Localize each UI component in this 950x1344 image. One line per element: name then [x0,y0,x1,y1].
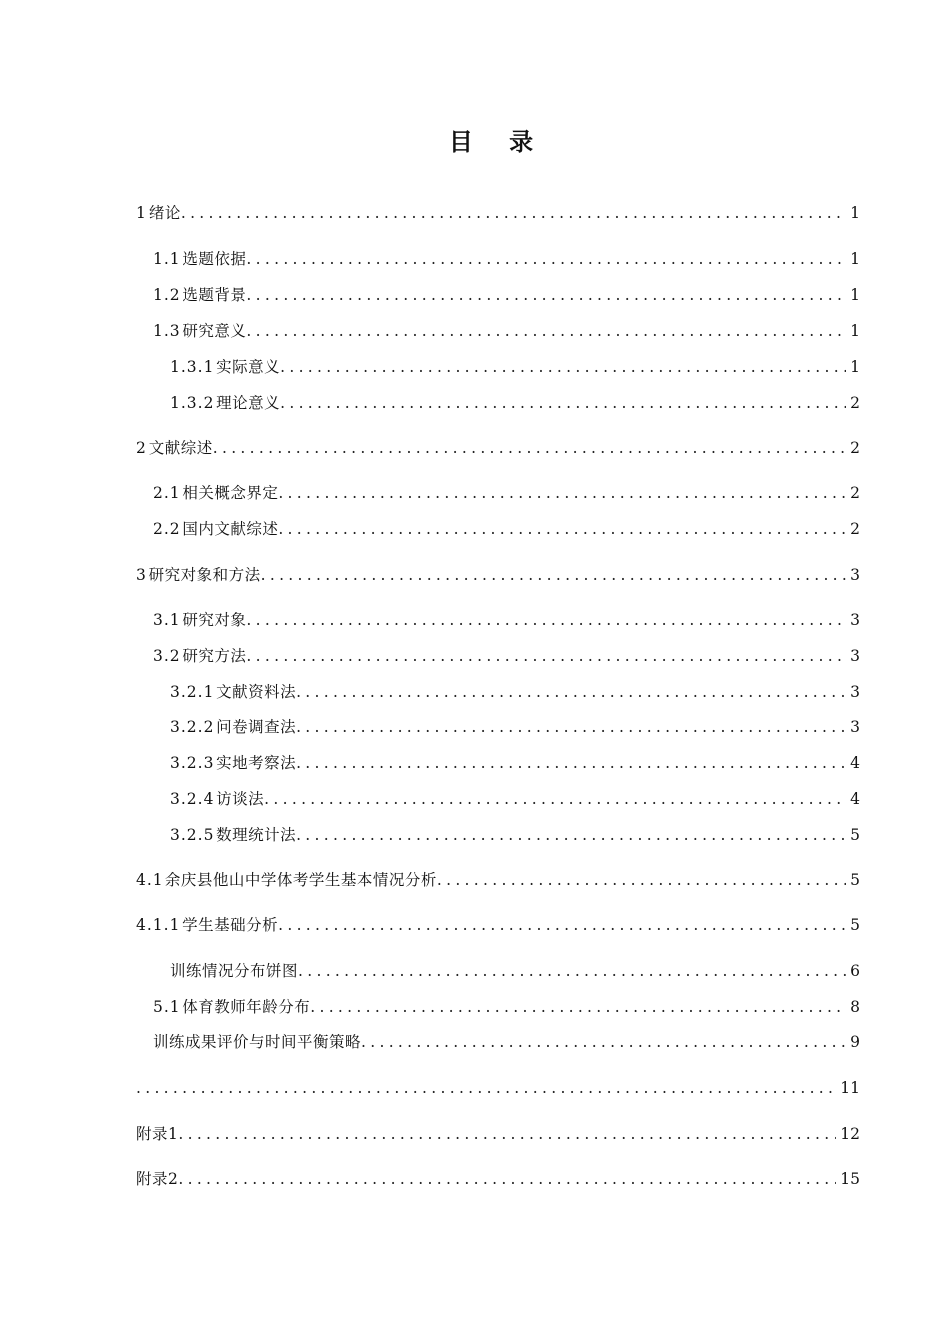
toc-dot-leader [278,481,846,505]
toc-entry[interactable] [136,563,860,587]
toc-dot-leader [261,563,847,587]
toc-entry-label: 研究意义 [182,322,247,340]
toc-entry-page-number: 2 [850,394,860,412]
toc-entry-label: 实地考察法 [216,754,297,772]
toc-entry[interactable] [170,787,860,811]
toc-entry-number: 3.2.2 [170,718,215,736]
toc-entry[interactable] [170,715,860,739]
toc-entry-number: 5.1 [153,998,181,1016]
toc-dot-leader [178,1122,836,1146]
toc-entry[interactable] [153,481,860,505]
toc-entry-page-number: 3 [850,566,860,584]
toc-entry-label: 绪论 [148,204,181,222]
toc-entry-number: 3.2.1 [170,683,215,701]
toc-entry-number: 1 [136,204,147,222]
toc-dot-leader [296,715,846,739]
toc-entry-page-number: 3 [850,647,860,665]
toc-dot-leader [246,608,846,632]
toc-entry-page-number: 15 [840,1170,860,1188]
toc-entry-page-number: 12 [840,1125,860,1143]
toc-entry-label: 研究对象和方法 [148,566,261,584]
toc-entry[interactable] [136,1167,860,1191]
toc-entry-page-number: 5 [850,916,860,934]
toc-dot-leader [437,868,846,892]
toc-entry[interactable] [170,959,860,983]
toc-entry-page-number: 4 [850,790,860,808]
toc-entry-number: 1.3 [153,322,181,340]
toc-entry[interactable] [136,913,860,937]
toc-dot-leader [296,823,846,847]
toc-dot-leader [296,751,846,775]
toc-dot-leader [181,201,846,225]
toc-dot-leader [213,436,846,460]
toc-entry-number: 4.1.1 [136,916,181,934]
toc-entry-label: 实际意义 [216,358,281,376]
toc-entry[interactable] [170,391,860,415]
toc-dot-leader [278,913,846,937]
toc-entry-label: 文献资料法 [216,683,297,701]
toc-dot-leader [361,1030,846,1054]
toc-dot-leader [136,1076,836,1100]
toc-dot-leader [178,1167,836,1191]
toc-entry[interactable] [170,751,860,775]
toc-entry-number: 3.2.4 [170,790,215,808]
toc-entry-page-number: 6 [850,962,860,980]
toc-entry-label: 训练情况分布饼图 [170,962,299,980]
toc-dot-leader [246,247,846,271]
toc-entry-label: 研究方法 [182,647,247,665]
toc-entry-label: 余庆县他山中学体考学生基本情况分析 [164,871,437,889]
toc-entry[interactable] [170,823,860,847]
toc-entry-page-number: 1 [850,322,860,340]
toc-entry-number: 3.2 [153,647,181,665]
toc-entry[interactable] [153,1030,860,1054]
toc-entry-label: 附录2 [136,1170,179,1188]
toc-entry-number: 3 [136,566,147,584]
toc-entry-page-number: 3 [850,718,860,736]
toc-entry-label: 选题依据 [182,250,247,268]
toc-dot-leader [280,355,846,379]
toc-entry[interactable] [153,517,860,541]
toc-dot-leader [280,391,846,415]
toc-dot-leader [298,959,846,983]
toc-entry[interactable] [136,868,860,892]
toc-entry-label: 访谈法 [216,790,265,808]
toc-entry-page-number: 1 [850,358,860,376]
toc-entry-number: 4.1 [136,871,164,889]
toc-entry-label: 研究对象 [182,611,247,629]
toc-entry-number: 2 [136,439,147,457]
toc-entry-label: 数理统计法 [216,826,297,844]
toc-entry[interactable] [136,1122,860,1146]
toc-dot-leader [310,995,846,1019]
toc-entry-label: 选题背景 [182,286,247,304]
toc-dot-leader [246,319,846,343]
toc-entry[interactable] [170,680,860,704]
toc-entry-page-number: 1 [850,204,860,222]
toc-entry-page-number: 2 [850,439,860,457]
toc-entry-page-number: 8 [850,998,860,1016]
toc-entry[interactable] [153,644,860,668]
toc-entry-page-number: 2 [850,484,860,502]
toc-entry-label: 相关概念界定 [182,484,279,502]
toc-entry-page-number: 1 [850,286,860,304]
toc-entry[interactable] [170,355,860,379]
toc-dot-leader [296,680,846,704]
toc-entry-label: 问卷调查法 [216,718,297,736]
toc-entry[interactable] [136,436,860,460]
toc-entry-number: 3.1 [153,611,181,629]
toc-entry[interactable] [136,1076,860,1100]
toc-entry-label: 体育教师年龄分布 [182,998,311,1016]
toc-entry-number: 2.1 [153,484,181,502]
toc-entry[interactable] [153,283,860,307]
toc-entry[interactable] [153,319,860,343]
toc-entry-label: 学生基础分析 [182,916,279,934]
toc-entry-page-number: 9 [850,1033,860,1051]
toc-entry-number: 1.3.1 [170,358,215,376]
toc-title: 目 录 [448,128,548,156]
toc-entry-page-number: 4 [850,754,860,772]
toc-entry[interactable] [153,995,860,1019]
toc-dot-leader [246,283,846,307]
toc-entry-number: 3.2.5 [170,826,215,844]
toc-entry-number: 1.1 [153,250,181,268]
toc-entry-label: 附录1 [136,1125,179,1143]
toc-entry-page-number: 3 [850,683,860,701]
toc-dot-leader [246,644,846,668]
toc-entry[interactable] [136,201,860,225]
toc-entry-number: 1.3.2 [170,394,215,412]
toc-entry-page-number: 5 [850,826,860,844]
toc-entry-label: 文献综述 [148,439,213,457]
toc-dot-leader [264,787,846,811]
toc-entry-page-number: 1 [850,250,860,268]
toc-entry-page-number: 3 [850,611,860,629]
toc-entry-number: 1.2 [153,286,181,304]
toc-entry-page-number: 5 [850,871,860,889]
toc-entry-page-number: 2 [850,520,860,538]
toc-entry-number: 3.2.3 [170,754,215,772]
toc-entry[interactable] [153,608,860,632]
toc-entry-page-number: 11 [840,1079,860,1097]
toc-entry-label: 国内文献综述 [182,520,279,538]
toc-dot-leader [278,517,846,541]
toc-entry-label: 理论意义 [216,394,281,412]
toc-entry-label: 训练成果评价与时间平衡策略 [153,1033,362,1051]
toc-entry-number: 2.2 [153,520,181,538]
toc-entry[interactable] [153,247,860,271]
